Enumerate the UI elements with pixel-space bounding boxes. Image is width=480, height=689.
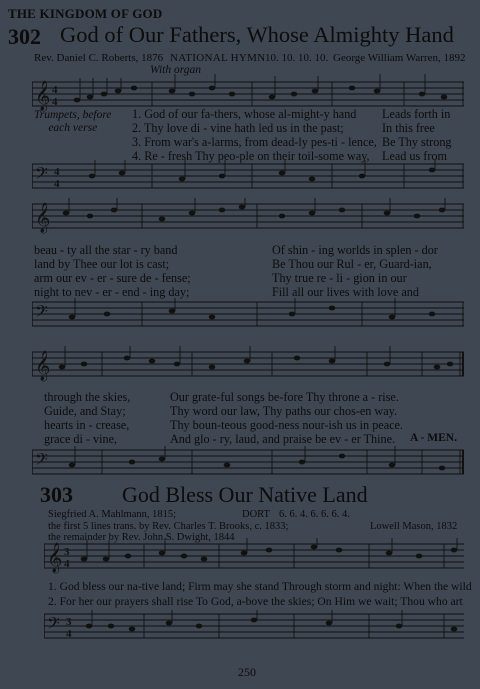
lyric-line: Our grate-ful songs be-fore Thy throne a - rise. — [170, 390, 399, 404]
hymn-303-number: 303 — [40, 482, 73, 507]
lyric-line: through the skies, — [44, 390, 131, 404]
lyric-line: arm our ev - er - sure de - fense; — [34, 271, 191, 285]
staff-303-bass — [44, 610, 464, 646]
hymn-302-title: God of Our Fathers, Whose Almighty Hand — [60, 22, 454, 47]
lyric-line: Thy true re - li - gion in our — [272, 271, 407, 285]
staff-302-2-bass — [32, 298, 464, 334]
trumpets-note-line1: Trumpets, before — [34, 109, 112, 121]
hymn-303-trans-line2: the remainder by Rev. John S. Dwight, 1844 — [48, 532, 235, 543]
hymn-303-tune: DORT — [242, 509, 270, 520]
lyric-line: And glo - ry, laud, and praise be ev - er Thine. — [170, 432, 396, 446]
svg-text:𝄞: 𝄞 — [35, 81, 51, 111]
lyric-line: Of shin - ing worlds in splen - dor — [272, 243, 438, 257]
lyric-line: Be Thou our Rul - er, Guard-ian, — [272, 257, 432, 271]
hymn-302-meter: 10. 10. 10. 10. — [265, 52, 329, 64]
lyric-line: 2. Thy love di - vine hath led us in the past; — [132, 121, 344, 135]
lyric-line: Guide, and Stay; — [44, 404, 126, 418]
svg-text:𝄢: 𝄢 — [47, 613, 60, 637]
svg-text:4: 4 — [66, 628, 72, 640]
lyric-line: beau - ty all the star - ry band — [34, 243, 178, 257]
svg-text:𝄞: 𝄞 — [47, 543, 63, 573]
svg-text:𝄢: 𝄢 — [35, 301, 48, 325]
lyric-line: night to nev - er - end - ing day; — [34, 285, 190, 299]
staff-302-3-bass — [32, 444, 464, 480]
svg-text:𝄞: 𝄞 — [35, 203, 51, 233]
trumpets-note-line2: each verse — [48, 122, 98, 134]
lyric-line: 1. God bless our na-tive land; Firm may she stand Through storm and night: When the wild — [48, 580, 472, 593]
hymn-302-author: Rev. Daniel C. Roberts, 1876 — [34, 52, 164, 64]
lyric-line: Fill all our lives with love and — [272, 285, 419, 299]
staff-303-treble — [44, 538, 464, 578]
svg-text:4: 4 — [52, 96, 58, 108]
lyric-line: Thy word our law, Thy paths our chos-en way. — [170, 404, 397, 418]
hymn-303-meter: 6. 6. 4. 6. 6. 6. 4. — [279, 509, 350, 520]
svg-text:4: 4 — [54, 178, 60, 190]
hymn-303-author: Siegfried A. Mahlmann, 1815; — [48, 509, 177, 520]
svg-text:𝄢: 𝄢 — [35, 449, 48, 473]
lyric-line: hearts in - crease, — [44, 418, 130, 432]
lyric-line: 1. God of our fa-thers, whose al-might-y hand — [132, 107, 357, 121]
lyrics-303 — [48, 579, 472, 609]
svg-text:3: 3 — [64, 546, 70, 558]
hymn-302-composer: George William Warren, 1892 — [333, 52, 466, 64]
hymn-303-trans-line1: the first 5 lines trans. by Rev. Charles T. Brooks, c. 1833; — [48, 521, 289, 532]
svg-text:4: 4 — [54, 166, 60, 178]
lyric-line: land by Thee our lot is cast; — [34, 257, 170, 271]
with-organ-note: With organ — [150, 64, 202, 76]
lyrics-302-s1-col2 — [382, 107, 452, 163]
lyric-line: Thy boun-teous good-ness nour-ish us in peace. — [170, 418, 403, 432]
lyric-line: 4. Re - fresh Thy peo-ple on their toil-some way, — [132, 149, 370, 163]
lyric-line: Be Thy strong — [382, 135, 452, 149]
svg-text:3: 3 — [66, 616, 72, 628]
staff-302-2-treble — [32, 198, 464, 236]
svg-text:4: 4 — [52, 84, 58, 96]
lyric-line: 3. From war's a-larms, from dead-ly pes-ti - lence, — [132, 135, 377, 149]
lyric-line: 2. For her our prayers shall rise To God, a-bove the skies; On Him we wait; Thou who art — [48, 595, 463, 608]
staff-302-3-treble — [32, 346, 464, 386]
lyrics-302-s2-col2 — [272, 243, 438, 299]
lyric-line: Leads forth in — [382, 107, 451, 121]
trumpets-note — [34, 109, 112, 135]
lyric-line: grace di - vine, — [44, 432, 118, 446]
hymn-303-composer: Lowell Mason, 1832 — [370, 521, 458, 532]
svg-text:4: 4 — [64, 558, 70, 570]
hymn-302-number: 302 — [8, 24, 41, 49]
lyric-line: In this free — [382, 121, 435, 135]
hymn-302-tune: NATIONAL HYMN — [170, 52, 266, 64]
section-header: THE KINGDOM OF GOD — [8, 6, 163, 21]
lyric-line: Lead us from — [382, 149, 447, 163]
amen-label: A - MEN. — [410, 432, 457, 444]
staff-302-1-bass — [32, 160, 464, 196]
lyrics-302-s3-col1 — [44, 390, 130, 446]
hymn-303-title: God Bless Our Native Land — [122, 482, 368, 507]
lyrics-302-s1-col1 — [132, 107, 377, 163]
page-number: 250 — [238, 665, 256, 679]
lyrics-302-s3-col2 — [170, 390, 403, 446]
svg-text:𝄞: 𝄞 — [35, 351, 51, 381]
svg-text:𝄢: 𝄢 — [35, 163, 48, 187]
lyrics-302-s2-col1 — [34, 243, 191, 299]
